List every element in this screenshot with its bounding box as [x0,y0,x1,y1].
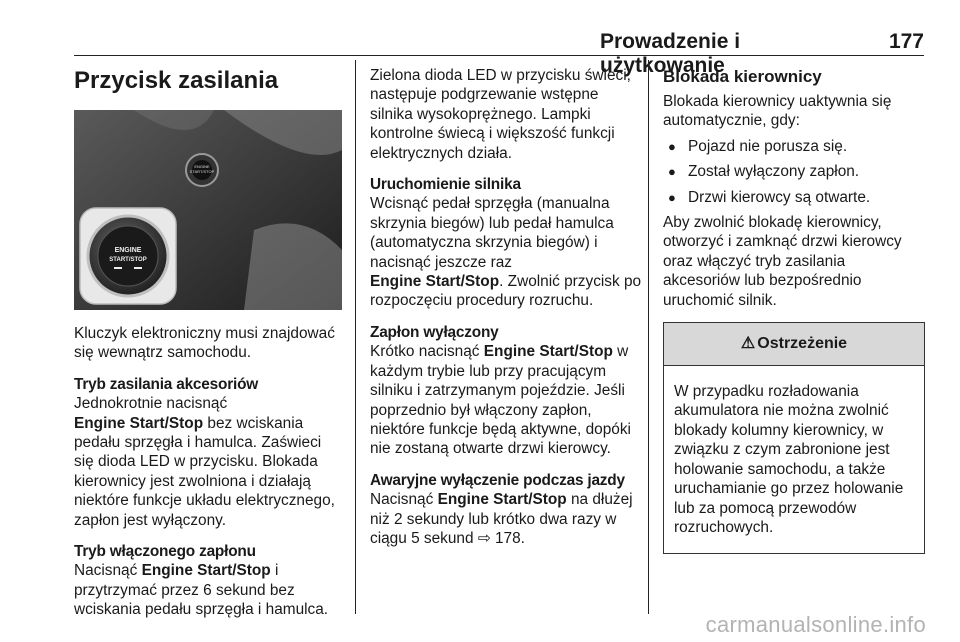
text-span: i przytrzymać przez 6 sekund bez wciskania pedału sprzęgła i hamulca. [74,562,329,619]
page-reference-icon: ⇨ [477,529,491,547]
unlock-text: Aby zwolnić blokadę kierownicy, otworzyć i zamknąć drzwi kierowcy oraz włączyć tryb zasilania akcesoriów lub bezpośrednio uruchomić silnik. [663,214,902,309]
section-title: Prowadzenie i użytkowanie [600,30,741,77]
power-button-photo [74,110,342,310]
accessory-mode-heading: Tryb zasilania akcesoriów [74,375,259,393]
ignition-off-text [370,342,645,458]
watermark: carmanualsonline.info [705,612,926,637]
list-item: ● Drzwi kierowcy są otwarte. [663,188,925,207]
key-note: Kluczyk elektroniczny musi znajdować się wewnątrz samochodu. [74,325,335,362]
text-span: Wcisnąć pedał sprzęgła (manualna skrzynia biegów) lub pedał hamulca (automatyczna skrzynia biegów) i nacisnąć jeszcze raz [370,195,614,271]
text-span: . Zwolnić przycisk po rozpoczęciu procedury rozruchu. [370,273,642,310]
text-span: Krótko nacisnąć [370,343,484,361]
ignition-off-heading: Zapłon wyłączony [370,323,499,341]
list-item: ● Został wyłączony zapłon. [663,162,925,181]
engine-start-text [370,194,645,310]
text-span: Nacisnąć [74,562,142,580]
steering-lock-intro: Blokada kierownicy uaktywnia się automatycznie, gdy: [663,93,892,130]
list-item: ● Pojazd nie porusza się. [663,137,925,156]
text-span: Nacisnąć [370,491,438,509]
dashboard-illustration [74,110,342,310]
column-3 [663,60,925,554]
text-span: na dłużej niż 2 sekundy lub krótko dwa razy w ciągu 5 sekund [370,491,633,547]
emergency-off-text [370,490,645,548]
page-number: 177 [888,30,924,53]
button-name: Engine Start/Stop [370,273,500,291]
page-reference-link[interactable]: 178. [490,529,525,547]
button-label-line1: ENGINE [114,247,142,254]
warning-title: Ostrzeżenie [757,335,848,353]
button-label-line2: START/STOP [109,257,147,263]
condition-list [663,137,925,207]
column-2 [370,60,645,548]
button-name: Engine Start/Stop [437,491,567,509]
text-span: w każdym trybie lub przy pracującym silniku i zatrzymanym pojeździe. Jeśli poprzednio był włączony zapłon, niektóre funkcje będą aktywne, dopóki nie zostaną otwarte drzwi kierowcy. [370,343,631,458]
button-name: Engine Start/Stop [141,562,271,580]
column-1 [74,60,344,620]
button-name: Engine Start/Stop [483,343,613,361]
warning-header [664,323,924,366]
column-divider-1 [355,60,356,614]
text-span: bez wciskania pedału sprzęgła i hamulca. Zaświeci się dioda LED w przycisku. Blokada kierownicy jest zwolniona i działają niektóre funkcje układu elektrycznego, zapłon jest wyłączony. [74,414,335,529]
column-divider-2 [648,60,649,614]
warning-body: W przypadku rozładowania akumulatora nie można zwolnić blokady kolumny kierownicy, w związku z czym zabronione jest holowanie samochodu, a także uruchamianie go przez holowanie lub za pomocą przewodów rozruchowych. [674,383,904,536]
section-heading: Przycisk zasilania [74,67,279,94]
steering-lock-heading: Blokada kierownicy [663,67,822,86]
accessory-mode-text [74,394,344,530]
text-span: Jednokrotnie nacisnąć [74,395,228,413]
small-button-line1: ENGINE [194,164,210,169]
small-button-line2: START/STOP [189,169,215,174]
emergency-off-heading: Awaryjne wyłączenie podczas jazdy [370,471,625,489]
warning-box [663,322,925,554]
ignition-mode-text [74,561,344,619]
header-rule [74,55,924,56]
ignition-mode-heading: Tryb włączonego zapłonu [74,543,256,561]
led-text: Zielona dioda LED w przycisku świeci, następuje podgrzewanie wstępne silnika wysokoprężnego. Lampki kontrolne świecą i większość funkcji elektrycznych działa. [370,67,631,162]
engine-start-heading: Uruchomienie silnika [370,176,521,194]
button-name: Engine Start/Stop [74,414,204,432]
warning-triangle-icon: ⚠ [740,335,756,353]
